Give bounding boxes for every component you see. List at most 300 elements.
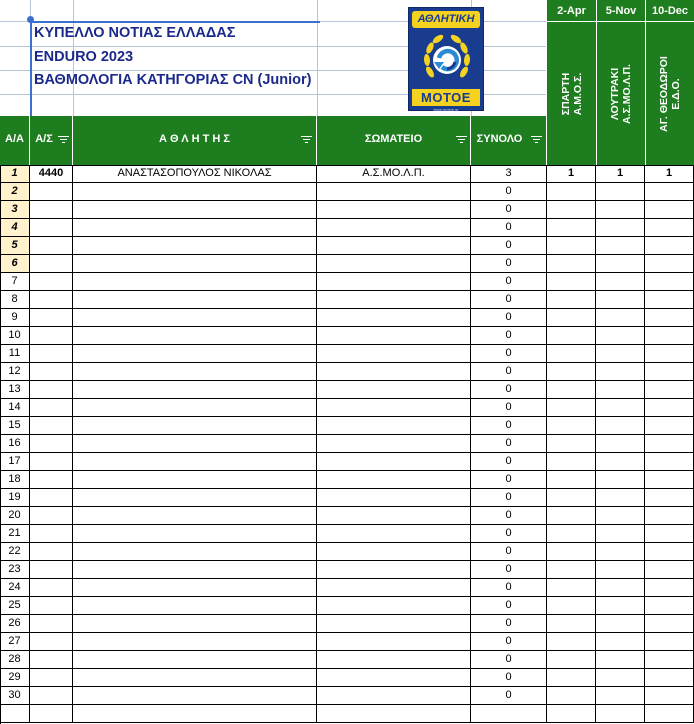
cell-r3[interactable] <box>645 615 694 633</box>
cell-r3[interactable] <box>645 453 694 471</box>
cell-r1[interactable] <box>547 633 596 651</box>
cell-r2[interactable] <box>596 669 645 687</box>
table-row <box>0 219 694 237</box>
cell-club[interactable] <box>317 597 471 615</box>
cell-total[interactable]: 0 <box>471 255 547 273</box>
cell-r2[interactable] <box>596 417 645 435</box>
cell-as[interactable] <box>30 471 73 489</box>
cell-as[interactable] <box>30 183 73 201</box>
column-header-club: ΣΩΜΑΤΕΙΟ <box>317 116 471 165</box>
cell-r2[interactable] <box>596 489 645 507</box>
cell-total[interactable]: 0 <box>471 633 547 651</box>
cell-club[interactable] <box>317 633 471 651</box>
logo-top-text: ΑΘΛΗΤΙΚΗ <box>412 11 480 28</box>
cell-r3[interactable] <box>645 201 694 219</box>
table-row <box>0 435 694 453</box>
cell-r2[interactable] <box>596 705 645 723</box>
cell-athlete[interactable] <box>73 597 317 615</box>
cell-r2[interactable] <box>596 363 645 381</box>
cell-as[interactable] <box>30 561 73 579</box>
cell-aa[interactable]: 1 <box>0 165 30 183</box>
cell-r2[interactable] <box>596 201 645 219</box>
cell-club[interactable] <box>317 291 471 309</box>
cell-aa[interactable]: 16 <box>0 435 30 453</box>
cell-aa[interactable]: 18 <box>0 471 30 489</box>
cell-r3[interactable] <box>645 651 694 669</box>
cell-r2[interactable] <box>596 399 645 417</box>
table-row <box>0 417 694 435</box>
title-category: ΒΑΘΜΟΛΟΓΙΑ ΚΑΤΗΓΟΡΙΑΣ CN (Junior) <box>34 72 312 88</box>
cell-r3[interactable] <box>645 579 694 597</box>
cell-as[interactable] <box>30 489 73 507</box>
table-row <box>0 363 694 381</box>
cell-r3[interactable] <box>645 237 694 255</box>
cell-athlete[interactable] <box>73 381 317 399</box>
cell-as[interactable] <box>30 543 73 561</box>
cell-athlete[interactable] <box>73 705 317 723</box>
cell-club[interactable] <box>317 453 471 471</box>
cell-club[interactable] <box>317 183 471 201</box>
cell-r3[interactable] <box>645 363 694 381</box>
cell-athlete[interactable] <box>73 453 317 471</box>
cell-club[interactable] <box>317 579 471 597</box>
cell-r1[interactable] <box>547 291 596 309</box>
cell-r1[interactable] <box>547 597 596 615</box>
cell-total[interactable]: 0 <box>471 399 547 417</box>
cell-as[interactable] <box>30 201 73 219</box>
cell-r1[interactable] <box>547 651 596 669</box>
cell-r3[interactable] <box>645 309 694 327</box>
cell-r1[interactable] <box>547 201 596 219</box>
cell-aa[interactable]: 21 <box>0 525 30 543</box>
cell-r3[interactable] <box>645 633 694 651</box>
filter-icon[interactable] <box>58 136 69 144</box>
cell-r1[interactable] <box>547 363 596 381</box>
filter-icon[interactable] <box>531 136 542 144</box>
cell-r2[interactable] <box>596 219 645 237</box>
logo-brand: ΜΟΤΟΕ <box>412 89 480 106</box>
cell-r1[interactable] <box>547 615 596 633</box>
table-row <box>0 165 694 183</box>
cell-total[interactable]: 0 <box>471 579 547 597</box>
cell-as[interactable] <box>30 507 73 525</box>
table-row <box>0 579 694 597</box>
cell-as[interactable] <box>30 417 73 435</box>
cell-as[interactable] <box>30 597 73 615</box>
cell-aa[interactable]: 3 <box>0 201 30 219</box>
cell-club[interactable] <box>317 309 471 327</box>
table-row <box>0 381 694 399</box>
cell-athlete[interactable] <box>73 651 317 669</box>
cell-as[interactable] <box>30 453 73 471</box>
cell-aa[interactable]: 30 <box>0 687 30 705</box>
cell-as[interactable] <box>30 579 73 597</box>
cell-aa[interactable]: 10 <box>0 327 30 345</box>
cell-r1[interactable] <box>547 453 596 471</box>
cell-club[interactable] <box>317 471 471 489</box>
race-column-2 <box>596 0 645 165</box>
cell-athlete[interactable] <box>73 435 317 453</box>
cell-aa[interactable]: 5 <box>0 237 30 255</box>
cell-athlete[interactable] <box>73 327 317 345</box>
cell-athlete[interactable] <box>73 363 317 381</box>
cell-r1[interactable] <box>547 381 596 399</box>
cell-r2[interactable] <box>596 633 645 651</box>
cell-club[interactable]: Α.Σ.ΜΟ.Λ.Π. <box>317 165 471 183</box>
cell-r3[interactable] <box>645 255 694 273</box>
cell-r2[interactable] <box>596 291 645 309</box>
cell-r3[interactable] <box>645 525 694 543</box>
cell-r1[interactable] <box>547 309 596 327</box>
cell-r1[interactable] <box>547 273 596 291</box>
cell-r1[interactable] <box>547 327 596 345</box>
cell-as[interactable] <box>30 435 73 453</box>
cell-r2[interactable] <box>596 237 645 255</box>
cell-total[interactable] <box>471 705 547 723</box>
cell-total[interactable]: 0 <box>471 507 547 525</box>
cell-athlete[interactable] <box>73 345 317 363</box>
cell-athlete[interactable] <box>73 399 317 417</box>
cell-aa[interactable]: 2 <box>0 183 30 201</box>
title-cup: ΚΥΠΕΛΛΟ ΝΟΤΙΑΣ ΕΛΛΑΔΑΣ <box>34 25 236 41</box>
cell-r2[interactable] <box>596 453 645 471</box>
cell-total[interactable]: 0 <box>471 219 547 237</box>
cell-as[interactable] <box>30 327 73 345</box>
cell-aa[interactable]: 6 <box>0 255 30 273</box>
cell-as[interactable] <box>30 291 73 309</box>
cell-total[interactable]: 0 <box>471 183 547 201</box>
cell-r1[interactable] <box>547 471 596 489</box>
cell-club[interactable] <box>317 363 471 381</box>
cell-as[interactable] <box>30 399 73 417</box>
cell-athlete[interactable] <box>73 291 317 309</box>
cell-r2[interactable] <box>596 561 645 579</box>
cell-total[interactable]: 0 <box>471 345 547 363</box>
cell-r3[interactable] <box>645 219 694 237</box>
cell-r2[interactable] <box>596 525 645 543</box>
cell-r2[interactable] <box>596 543 645 561</box>
cell-club[interactable] <box>317 201 471 219</box>
cell-athlete[interactable] <box>73 219 317 237</box>
cell-total[interactable]: 0 <box>471 615 547 633</box>
cell-club[interactable] <box>317 327 471 345</box>
cell-r2[interactable] <box>596 345 645 363</box>
cell-as[interactable] <box>30 525 73 543</box>
cell-club[interactable] <box>317 381 471 399</box>
cell-aa[interactable]: 22 <box>0 543 30 561</box>
cell-club[interactable] <box>317 219 471 237</box>
cell-club[interactable] <box>317 417 471 435</box>
column-header-athlete: Α Θ Λ Η Τ Η Σ <box>73 116 317 165</box>
cell-r1[interactable] <box>547 255 596 273</box>
cell-as[interactable] <box>30 309 73 327</box>
cell-r3[interactable] <box>645 597 694 615</box>
cell-athlete[interactable] <box>73 417 317 435</box>
cell-r2[interactable] <box>596 507 645 525</box>
cell-club[interactable] <box>317 507 471 525</box>
table-row <box>0 669 694 687</box>
table-row <box>0 237 694 255</box>
cell-aa[interactable]: 29 <box>0 669 30 687</box>
cell-total[interactable]: 0 <box>471 651 547 669</box>
cell-as[interactable] <box>30 273 73 291</box>
table-row <box>0 309 694 327</box>
cell-as[interactable]: 4440 <box>30 165 73 183</box>
cell-athlete[interactable] <box>73 543 317 561</box>
wreath-emblem-icon <box>422 32 472 86</box>
table-row <box>0 687 694 705</box>
cell-athlete[interactable] <box>73 579 317 597</box>
selection-handle[interactable] <box>27 16 34 23</box>
table-row <box>0 561 694 579</box>
cell-r2[interactable] <box>596 435 645 453</box>
cell-club[interactable] <box>317 543 471 561</box>
filter-icon[interactable] <box>301 136 312 144</box>
cell-total[interactable]: 0 <box>471 417 547 435</box>
cell-as[interactable] <box>30 237 73 255</box>
logo-url: www.motoe.gr <box>433 107 459 112</box>
cell-r1[interactable] <box>547 669 596 687</box>
cell-r2[interactable] <box>596 615 645 633</box>
race-date-3: 10-Dec <box>646 0 694 22</box>
cell-aa[interactable]: 13 <box>0 381 30 399</box>
table-row <box>0 453 694 471</box>
cell-aa[interactable]: 7 <box>0 273 30 291</box>
cell-r1[interactable] <box>547 543 596 561</box>
cell-r3[interactable] <box>645 417 694 435</box>
cell-r3[interactable] <box>645 399 694 417</box>
table-row <box>0 633 694 651</box>
cell-club[interactable] <box>317 489 471 507</box>
cell-r1[interactable] <box>547 183 596 201</box>
cell-total[interactable]: 0 <box>471 543 547 561</box>
cell-athlete[interactable] <box>73 507 317 525</box>
cell-as[interactable] <box>30 669 73 687</box>
cell-as[interactable] <box>30 687 73 705</box>
cell-r1[interactable] <box>547 219 596 237</box>
cell-athlete[interactable]: ΑΝΑΣΤΑΣΟΠΟΥΛΟΣ ΝΙΚΟΛΑΣ <box>73 165 317 183</box>
cell-r3[interactable] <box>645 705 694 723</box>
motoe-logo <box>408 7 484 111</box>
table-row <box>0 255 694 273</box>
race-column-3 <box>645 0 694 165</box>
cell-club[interactable] <box>317 525 471 543</box>
cell-as[interactable] <box>30 705 73 723</box>
cell-total[interactable]: 0 <box>471 525 547 543</box>
cell-total[interactable]: 0 <box>471 237 547 255</box>
table-row <box>0 273 694 291</box>
cell-aa[interactable]: 15 <box>0 417 30 435</box>
cell-athlete[interactable] <box>73 489 317 507</box>
cell-r2[interactable] <box>596 309 645 327</box>
table-row <box>0 327 694 345</box>
cell-r2[interactable] <box>596 687 645 705</box>
cell-aa[interactable]: 8 <box>0 291 30 309</box>
cell-as[interactable] <box>30 219 73 237</box>
cell-athlete[interactable] <box>73 687 317 705</box>
cell-r2[interactable] <box>596 255 645 273</box>
cell-as[interactable] <box>30 651 73 669</box>
race-column-1 <box>546 0 596 165</box>
cell-total[interactable]: 0 <box>471 669 547 687</box>
column-header-total: ΣΥΝΟΛΟ <box>471 116 547 165</box>
cell-r3[interactable] <box>645 291 694 309</box>
cell-athlete[interactable] <box>73 471 317 489</box>
cell-r3[interactable] <box>645 543 694 561</box>
cell-total[interactable]: 0 <box>471 687 547 705</box>
cell-total[interactable]: 0 <box>471 363 547 381</box>
cell-club[interactable] <box>317 399 471 417</box>
cell-r1[interactable] <box>547 525 596 543</box>
table-row <box>0 543 694 561</box>
cell-total[interactable]: 0 <box>471 327 547 345</box>
cell-r2[interactable] <box>596 471 645 489</box>
cell-club[interactable] <box>317 687 471 705</box>
cell-r3[interactable] <box>645 561 694 579</box>
cell-athlete[interactable] <box>73 561 317 579</box>
table-row <box>0 291 694 309</box>
cell-as[interactable] <box>30 615 73 633</box>
cell-total[interactable]: 0 <box>471 201 547 219</box>
cell-r2[interactable] <box>596 381 645 399</box>
cell-club[interactable] <box>317 435 471 453</box>
cell-r1[interactable] <box>547 435 596 453</box>
filter-icon[interactable] <box>456 136 467 144</box>
cell-as[interactable] <box>30 255 73 273</box>
cell-total[interactable]: 3 <box>471 165 547 183</box>
cell-aa[interactable]: 20 <box>0 507 30 525</box>
cell-as[interactable] <box>30 363 73 381</box>
cell-total[interactable]: 0 <box>471 597 547 615</box>
column-header-as: Α/Σ <box>30 116 73 165</box>
cell-total[interactable]: 0 <box>471 309 547 327</box>
cell-r3[interactable] <box>645 183 694 201</box>
cell-club[interactable] <box>317 615 471 633</box>
race-date-2: 5-Nov <box>597 0 645 22</box>
cell-r2[interactable] <box>596 327 645 345</box>
cell-r1[interactable] <box>547 345 596 363</box>
cell-aa[interactable]: 27 <box>0 633 30 651</box>
cell-athlete[interactable] <box>73 237 317 255</box>
cell-as[interactable] <box>30 345 73 363</box>
cell-club[interactable] <box>317 705 471 723</box>
table-row <box>0 525 694 543</box>
cell-r2[interactable] <box>596 183 645 201</box>
cell-athlete[interactable] <box>73 633 317 651</box>
cell-total[interactable]: 0 <box>471 471 547 489</box>
cell-r2[interactable] <box>596 651 645 669</box>
cell-aa[interactable]: 11 <box>0 345 30 363</box>
cell-r3[interactable] <box>645 273 694 291</box>
cell-r3[interactable] <box>645 435 694 453</box>
table-row <box>0 615 694 633</box>
cell-as[interactable] <box>30 633 73 651</box>
cell-aa[interactable] <box>0 705 30 723</box>
cell-aa[interactable]: 17 <box>0 453 30 471</box>
cell-total[interactable]: 0 <box>471 453 547 471</box>
cell-total[interactable]: 0 <box>471 273 547 291</box>
table-row <box>0 489 694 507</box>
cell-club[interactable] <box>317 651 471 669</box>
cell-r1[interactable] <box>547 687 596 705</box>
cell-athlete[interactable] <box>73 525 317 543</box>
cell-r2[interactable] <box>596 597 645 615</box>
cell-r3[interactable] <box>645 687 694 705</box>
column-header-aa: Α/Α <box>0 116 30 165</box>
cell-r1[interactable] <box>547 561 596 579</box>
table-row <box>0 399 694 417</box>
cell-r1[interactable] <box>547 237 596 255</box>
cell-total[interactable]: 0 <box>471 561 547 579</box>
cell-club[interactable] <box>317 237 471 255</box>
race-name-1: ΣΠΑΡΤΗ Α.Μ.Ο.Σ. <box>559 72 584 115</box>
cell-aa[interactable]: 4 <box>0 219 30 237</box>
cell-aa[interactable]: 19 <box>0 489 30 507</box>
table-row <box>0 345 694 363</box>
cell-as[interactable] <box>30 381 73 399</box>
cell-aa[interactable]: 25 <box>0 597 30 615</box>
cell-total[interactable]: 0 <box>471 291 547 309</box>
table-row <box>0 201 694 219</box>
cell-total[interactable]: 0 <box>471 435 547 453</box>
cell-r1[interactable] <box>547 579 596 597</box>
cell-aa[interactable]: 26 <box>0 615 30 633</box>
cell-r3[interactable] <box>645 327 694 345</box>
cell-club[interactable] <box>317 255 471 273</box>
cell-athlete[interactable] <box>73 183 317 201</box>
cell-aa[interactable]: 14 <box>0 399 30 417</box>
cell-athlete[interactable] <box>73 201 317 219</box>
cell-r2[interactable] <box>596 273 645 291</box>
cell-r3[interactable] <box>645 507 694 525</box>
cell-athlete[interactable] <box>73 615 317 633</box>
cell-athlete[interactable] <box>73 255 317 273</box>
cell-r1[interactable] <box>547 489 596 507</box>
cell-aa[interactable]: 28 <box>0 651 30 669</box>
cell-r3[interactable] <box>645 471 694 489</box>
race-date-1: 2-Apr <box>547 0 596 22</box>
table-row <box>0 597 694 615</box>
cell-r1[interactable] <box>547 399 596 417</box>
cell-aa[interactable]: 23 <box>0 561 30 579</box>
cell-r3[interactable]: 1 <box>645 165 694 183</box>
cell-athlete[interactable] <box>73 669 317 687</box>
cell-club[interactable] <box>317 345 471 363</box>
cell-total[interactable]: 0 <box>471 381 547 399</box>
cell-aa[interactable]: 12 <box>0 363 30 381</box>
cell-r2[interactable]: 1 <box>596 165 645 183</box>
table-row <box>0 471 694 489</box>
cell-athlete[interactable] <box>73 273 317 291</box>
cell-r3[interactable] <box>645 345 694 363</box>
cell-club[interactable] <box>317 561 471 579</box>
cell-total[interactable]: 0 <box>471 489 547 507</box>
table-row <box>0 705 694 723</box>
cell-r2[interactable] <box>596 579 645 597</box>
cell-club[interactable] <box>317 273 471 291</box>
cell-r1[interactable] <box>547 507 596 525</box>
cell-r1[interactable] <box>547 705 596 723</box>
cell-athlete[interactable] <box>73 309 317 327</box>
cell-aa[interactable]: 24 <box>0 579 30 597</box>
cell-r3[interactable] <box>645 669 694 687</box>
cell-aa[interactable]: 9 <box>0 309 30 327</box>
cell-r1[interactable]: 1 <box>547 165 596 183</box>
cell-r1[interactable] <box>547 417 596 435</box>
cell-club[interactable] <box>317 669 471 687</box>
cell-r3[interactable] <box>645 381 694 399</box>
cell-r3[interactable] <box>645 489 694 507</box>
